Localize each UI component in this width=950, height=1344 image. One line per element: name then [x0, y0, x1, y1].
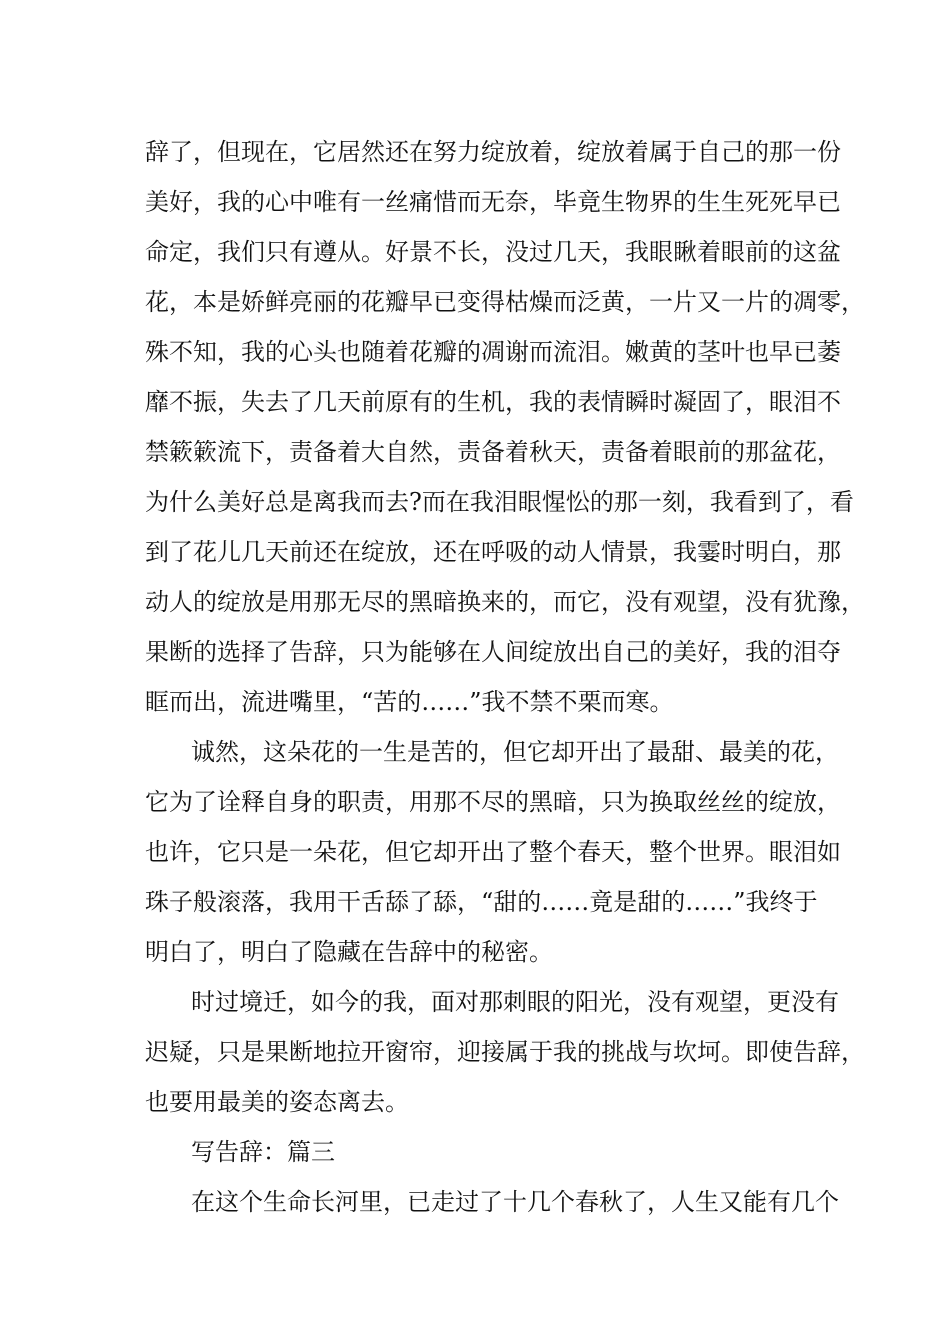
paragraph-1-line-8: 为什么美好总是离我而去?而在我泪眼惺忪的那一刻，我看到了，看 [145, 488, 854, 516]
paragraph-1-line-12: 眶而出，流进嘴里，“苦的……”我不禁不栗而寒。 [145, 688, 674, 716]
paragraph-1-line-1: 辞了，但现在，它居然还在努力绽放着，绽放着属于自己的那一份 [145, 138, 841, 166]
paragraph-3-line-2: 迟疑，只是果断地拉开窗帘，迎接属于我的挑战与坎坷。即使告辞， [145, 1038, 865, 1066]
paragraph-1-line-9: 到了花儿几天前还在绽放，还在呼吸的动人情景，我霎时明白，那 [145, 538, 841, 566]
paragraph-4-line-1: 在这个生命长河里，已走过了十几个春秋了，人生又能有几个 [191, 1188, 839, 1216]
paragraph-1-line-6: 靡不振，失去了几天前原有的生机，我的表情瞬时凝固了，眼泪不 [145, 388, 841, 416]
paragraph-1-line-11: 果断的选择了告辞，只为能够在人间绽放出自己的美好，我的泪夺 [145, 638, 841, 666]
section-heading: 写告辞：篇三 [191, 1138, 335, 1166]
paragraph-1-line-7: 禁簌簌流下，责备着大自然，责备着秋天，责备着眼前的那盆花， [145, 438, 841, 466]
paragraph-1-line-10: 动人的绽放是用那无尽的黑暗换来的，而它，没有观望，没有犹豫， [145, 588, 865, 616]
paragraph-1-line-3: 命定，我们只有遵从。好景不长，没过几天，我眼瞅着眼前的这盆 [145, 238, 841, 266]
paragraph-2-line-3: 也许，它只是一朵花，但它却开出了整个春天，整个世界。眼泪如 [145, 838, 841, 866]
paragraph-2-line-5: 明白了，明白了隐藏在告辞中的秘密。 [145, 938, 553, 966]
paragraph-1-line-2: 美好，我的心中唯有一丝痛惜而无奈，毕竟生物界的生生死死早已 [145, 188, 841, 216]
paragraph-2-line-1: 诚然，这朵花的一生是苦的，但它却开出了最甜、最美的花， [191, 738, 839, 766]
paragraph-3-line-1: 时过境迁，如今的我，面对那刺眼的阳光，没有观望，更没有 [191, 988, 839, 1016]
paragraph-2-line-4: 珠子般滚落，我用干舌舔了舔，“甜的……竟是甜的……”我终于 [145, 888, 818, 916]
paragraph-2-line-2: 它为了诠释自身的职责，用那不尽的黑暗，只为换取丝丝的绽放， [145, 788, 841, 816]
paragraph-1-line-4: 花，本是娇鲜亮丽的花瓣早已变得枯燥而泛黄，一片又一片的凋零， [145, 288, 865, 316]
paragraph-1-line-5: 殊不知，我的心头也随着花瓣的凋谢而流泪。嫩黄的茎叶也早已萎 [145, 338, 841, 366]
paragraph-3-line-3: 也要用最美的姿态离去。 [145, 1088, 409, 1116]
